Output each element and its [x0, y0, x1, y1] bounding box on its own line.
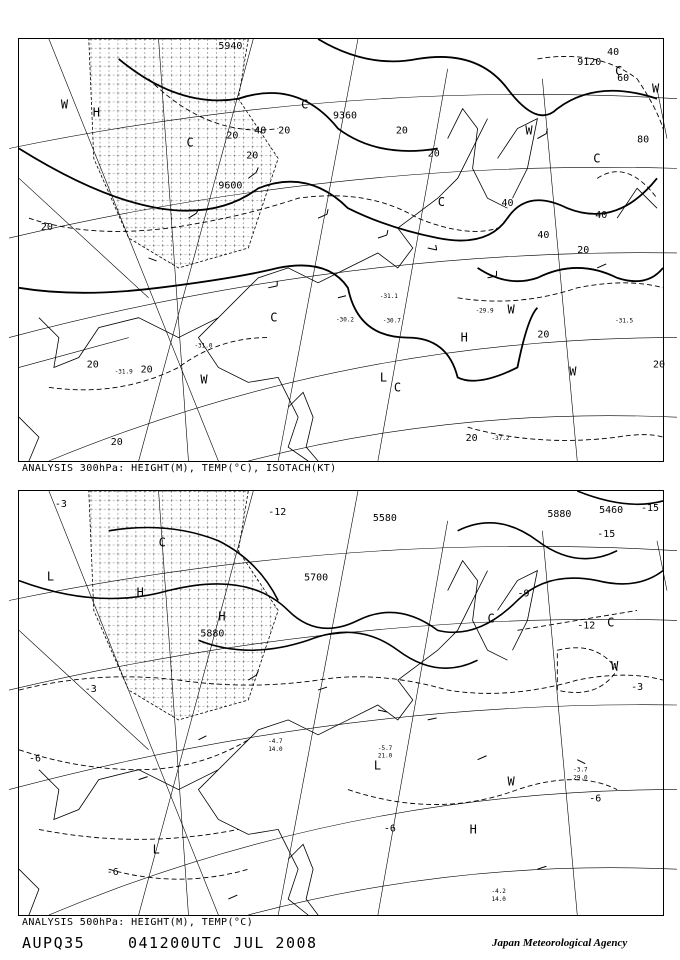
isotach-label: 20	[577, 244, 590, 256]
station-observations	[268, 738, 588, 903]
isotach-label: 80	[637, 134, 650, 146]
map-panel-300hpa	[18, 38, 664, 462]
temp-label: -31.5	[615, 317, 634, 325]
temp-label: -30.7	[382, 317, 401, 325]
isotherm-label: -6	[106, 867, 119, 879]
system-marker: W	[525, 123, 533, 138]
system-marker: C	[393, 380, 402, 395]
isotherm-label: -3	[631, 682, 644, 694]
isotach-label: 20	[465, 433, 478, 445]
system-marker: C	[607, 615, 615, 630]
system-marker: H	[460, 330, 468, 345]
system-marker: L	[152, 842, 160, 857]
system-marker: W	[60, 97, 69, 112]
isotherm-label: -6	[589, 793, 602, 805]
obs-label: 21.0	[377, 752, 393, 760]
isotach-label: 20	[278, 125, 291, 137]
map-panel-500hpa	[18, 490, 664, 916]
temp-label: -31.0	[194, 342, 213, 350]
height-label: 5700	[304, 572, 329, 584]
isotach-label: 20	[427, 148, 440, 160]
isotherm-label: -12	[577, 620, 596, 632]
map-500hpa-canvas	[19, 491, 663, 915]
chart-caption-500hpa: ANALYSIS 500hPa: HEIGHT(M), TEMP(°C)	[22, 917, 254, 928]
system-marker: W	[652, 81, 660, 96]
obs-label: -4.2	[491, 888, 506, 896]
system-marker: C	[186, 135, 194, 150]
system-marker: H	[469, 822, 477, 837]
system-marker: C	[301, 97, 309, 112]
obs-label: 14.0	[268, 745, 283, 753]
height-label: 5580	[372, 512, 397, 524]
temp-label: -29.9	[475, 307, 494, 315]
system-marker: L	[379, 370, 388, 385]
system-marker: C	[270, 310, 278, 325]
isotach-label: 40	[537, 230, 550, 242]
chart-caption-300hpa: ANALYSIS 300hPa: HEIGHT(M), TEMP(°C), ISOTACH(KT)	[22, 463, 337, 474]
temp-label: -31.1	[379, 292, 398, 300]
system-marker: L	[46, 569, 55, 584]
system-marker: C	[158, 535, 166, 550]
system-marker: C	[437, 195, 445, 210]
isotach-label: 40	[501, 198, 514, 210]
isotach-label: 40	[607, 46, 620, 58]
height-label: 5460	[599, 504, 624, 516]
agency-credit: Japan Meteorological Agency	[492, 937, 628, 949]
isotach-label: 20	[246, 150, 259, 162]
isotherm-label: -12	[268, 506, 287, 518]
height-label: 9120	[577, 56, 602, 68]
isotach-label: 20	[86, 359, 99, 371]
isotherm-label: -9	[517, 588, 530, 600]
isotach-label: 20	[110, 437, 123, 449]
system-marker: L	[373, 758, 382, 773]
system-marker: C	[593, 151, 601, 166]
chart-identifier: AUPQ35	[22, 934, 86, 952]
isotach-label: 40	[254, 125, 267, 137]
system-marker: W	[200, 372, 208, 387]
isotherm-label: -3	[84, 684, 97, 696]
obs-label: 14.0	[491, 896, 506, 904]
obs-label: -3.7	[573, 766, 588, 774]
system-marker: W	[611, 659, 619, 674]
height-label: 5940	[218, 40, 243, 52]
obs-label: 29.0	[573, 774, 588, 782]
temp-label: -37.2	[491, 435, 510, 443]
height-label: 5880	[547, 508, 572, 520]
system-marker: H	[218, 609, 226, 624]
system-marker: W	[507, 302, 515, 317]
isotherm-label: -15	[597, 528, 616, 540]
height-label: 5880	[200, 628, 225, 640]
terrain-hatching	[89, 491, 278, 720]
isotherm-label: -6	[383, 823, 396, 835]
obs-label: -5.7	[377, 744, 393, 752]
height-label: 9360	[333, 110, 358, 122]
system-marker: W	[569, 364, 577, 379]
temp-label: -31.9	[114, 368, 133, 376]
map-300hpa-canvas	[19, 39, 666, 461]
system-marker: H	[92, 105, 100, 120]
isotherm-label: -15	[641, 502, 660, 514]
obs-label: -4.7	[268, 737, 283, 745]
isotach-label: 20	[653, 359, 666, 371]
temp-label: -30.2	[336, 316, 354, 324]
isotach-label: 20	[140, 364, 153, 376]
isotach-label: 20	[537, 329, 550, 341]
system-marker: W	[507, 774, 515, 789]
isotach-label: 60	[617, 72, 630, 84]
temperature-labels	[114, 292, 634, 445]
isotach-label: 20	[40, 222, 53, 234]
isotach-label: 20	[395, 125, 408, 137]
system-marker: C	[487, 611, 495, 626]
isotherm-label: -6	[28, 753, 41, 765]
valid-time: 041200UTC JUL 2008	[128, 934, 318, 952]
height-label: 9600	[218, 180, 243, 192]
isotach-label: 40	[595, 210, 608, 222]
isotach-label: 20	[226, 130, 239, 142]
system-marker: C	[615, 63, 623, 78]
isotherm-label: -3	[54, 498, 67, 510]
system-marker: H	[136, 585, 144, 600]
